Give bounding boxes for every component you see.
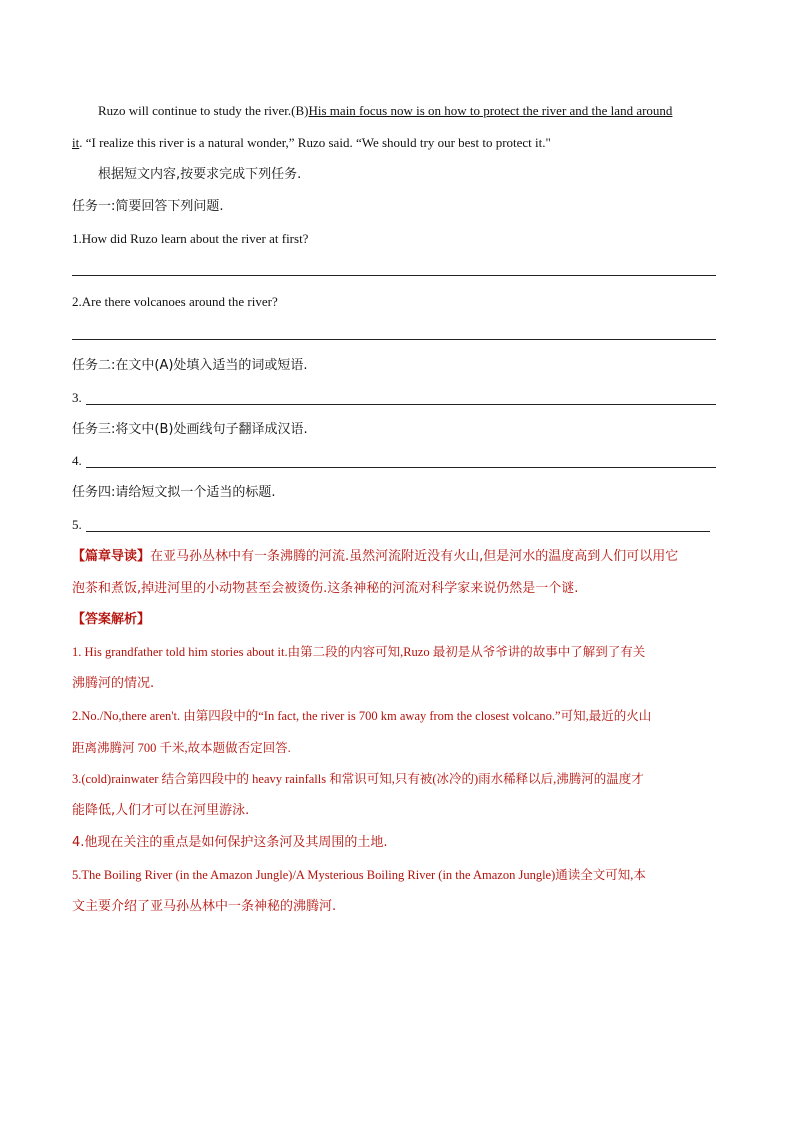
passage-text: Ruzo will continue to study the river.(B) bbox=[98, 103, 309, 118]
question-1: 1.How did Ruzo learn about the river at first? bbox=[72, 231, 309, 246]
answer-line-1[interactable] bbox=[72, 275, 716, 276]
passage-line-2 bbox=[72, 134, 722, 152]
answer-2-line-2: 距离沸腾河 700 千米,故本题做否定回答. bbox=[72, 741, 291, 755]
guide-label: 【篇章导读】 bbox=[72, 549, 151, 564]
guide-text: 在亚马孙丛林中有一条沸腾的河流.虽然河流附近没有火山,但是河水的温度高到人们可以用它 bbox=[150, 549, 679, 564]
underlined-sentence-b: His main focus now is on how to protect the river and the land around bbox=[308, 103, 673, 118]
answer-line-4[interactable] bbox=[72, 452, 716, 470]
answer-1-line-2: 沸腾河的情况. bbox=[72, 676, 155, 691]
instructions-heading: 根据短文内容,按要求完成下列任务. bbox=[98, 167, 302, 182]
task-4-heading: 任务四:请给短文拟一个适当的标题. bbox=[72, 485, 276, 500]
question-number-5: 5. bbox=[72, 517, 82, 532]
blank-rule bbox=[86, 404, 716, 405]
guide-line-1 bbox=[72, 548, 732, 566]
answer-3-line-2: 能降低,人们才可以在河里游泳. bbox=[72, 803, 250, 818]
answer-1-line-1: 1. His grandfather told him stories about it.由第二段的内容可知,Ruzo 最初是从爷爷讲的故事中了解到了有关 bbox=[72, 645, 646, 659]
answer-2-line-1: 2.No./No,there aren't. 由第四段中的“In fact, the river is 700 km away from the closest volcano.”可知,最近的火山 bbox=[72, 709, 652, 723]
question-2: 2.Are there volcanoes around the river? bbox=[72, 294, 278, 309]
answer-3-line-1: 3.(cold)rainwater 结合第四段中的 heavy rainfalls 和常识可知,只有被(冰冷的)雨水稀释以后,沸腾河的温度才 bbox=[72, 772, 644, 786]
passage-text: . “I realize this river is a natural wonder,” Ruzo said. “We should try our best to protect it." bbox=[79, 135, 551, 150]
blank-rule bbox=[86, 467, 716, 468]
question-number-4: 4. bbox=[72, 453, 82, 468]
answer-4-line-1: 4.他现在关注的重点是如何保护这条河及其周围的土地. bbox=[72, 835, 388, 850]
answers-label: 【答案解析】 bbox=[72, 612, 151, 627]
answer-line-2[interactable] bbox=[72, 339, 716, 340]
passage-line-1 bbox=[98, 102, 748, 120]
answer-line-5[interactable] bbox=[72, 516, 710, 534]
underlined-sentence-b-end: it bbox=[72, 135, 80, 150]
answer-5-line-1: 5.The Boiling River (in the Amazon Jungle)/A Mysterious Boiling River (in the Amazon Jungle)通读全文可知,本 bbox=[72, 868, 646, 882]
question-number-3: 3. bbox=[72, 390, 82, 405]
task-3-heading: 任务三:将文中(B)处画线句子翻译成汉语. bbox=[72, 422, 308, 437]
task-2-heading: 任务二:在文中(A)处填入适当的词或短语. bbox=[72, 358, 308, 373]
guide-line-2: 泡茶和煮饭,掉进河里的小动物甚至会被烫伤.这条神秘的河流对科学家来说仍然是一个谜. bbox=[72, 581, 579, 596]
task-1-heading: 任务一:简要回答下列问题. bbox=[72, 199, 224, 214]
blank-rule bbox=[86, 531, 710, 532]
answer-5-line-2: 文主要介绍了亚马孙丛林中一条神秘的沸腾河. bbox=[72, 899, 337, 914]
answer-line-3[interactable] bbox=[72, 389, 716, 407]
